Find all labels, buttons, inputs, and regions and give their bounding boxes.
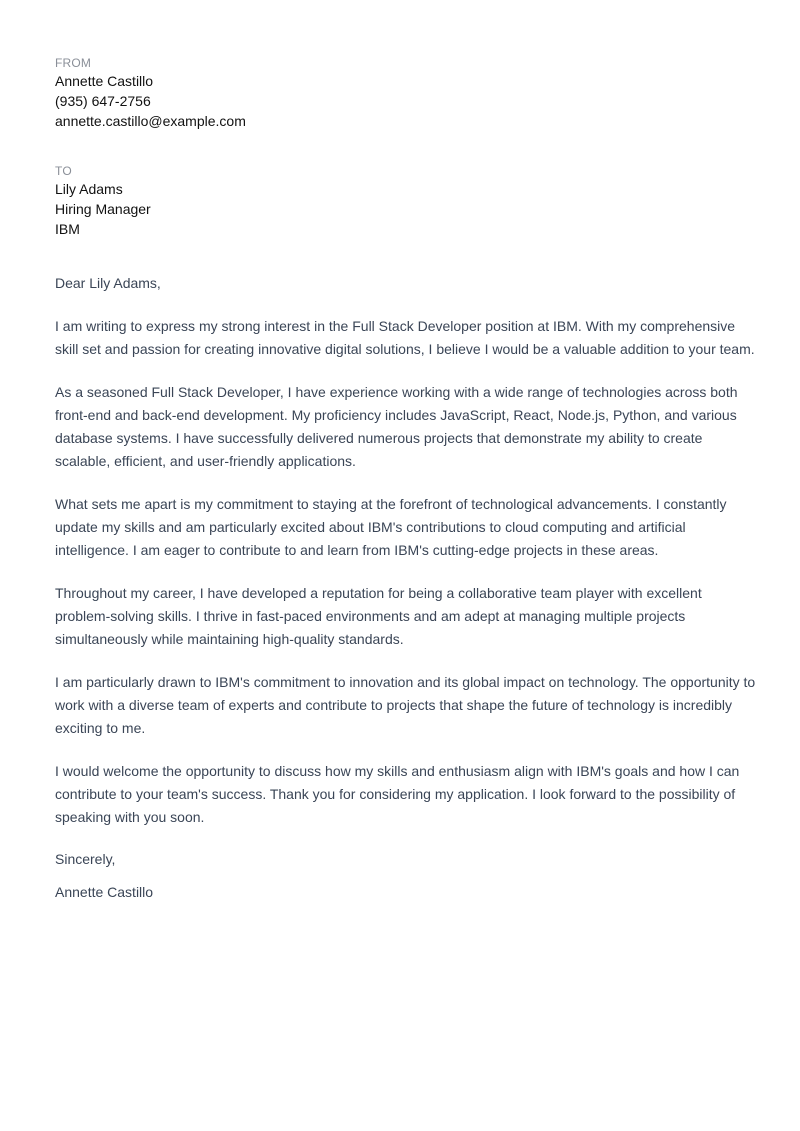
sender-name: Annette Castillo [55, 73, 154, 89]
body-paragraph-6: I would welcome the opportunity to discuss how my skills and enthusiasm align with IBM's goals and how I can contribute to your team's success. Thank you for considering my application. I look forward to the possibility of speaking with you soon. [55, 763, 740, 825]
sender-email: annette.castillo@example.com [55, 113, 246, 129]
body-paragraph-5: I am particularly drawn to IBM's commitment to innovation and its global impact on technology. The opportunity to work with a diverse team of experts and contribute to projects that shape the future of technology is incredibly exciting to me. [55, 674, 756, 736]
recipient-title: Hiring Manager [55, 201, 151, 217]
to-label: TO [55, 164, 72, 178]
recipient-company: IBM [55, 221, 80, 237]
body-paragraph-1: I am writing to express my strong interest in the Full Stack Developer position at IBM. With my comprehensive skill set and passion for creating innovative digital solutions, I believe I would be a valuable addition to your team. [55, 318, 755, 357]
body-paragraph-4: Throughout my career, I have developed a reputation for being a collaborative team player with excellent problem-solving skills. I thrive in fast-paced environments and am adept at managing multiple projects simultaneously while maintaining high-quality standards. [55, 585, 702, 647]
sender-phone: (935) 647-2756 [55, 93, 151, 109]
recipient-name: Lily Adams [55, 181, 123, 197]
sender-block [55, 55, 760, 131]
body-paragraph-2: As a seasoned Full Stack Developer, I have experience working with a wide range of technologies across both front-end and back-end development. My proficiency includes JavaScript, React, Node.js, Python, and various database systems. I have successfully delivered numerous projects that demonstrate my ability to create scalable, efficient, and user-friendly applications. [55, 384, 738, 469]
signature: Annette Castillo [55, 884, 154, 900]
body-paragraph-3: What sets me apart is my commitment to staying at the forefront of technological advancements. I constantly update my skills and am particularly excited about IBM's contributions to cloud computing and artificial intelligence. I am eager to contribute to and learn from IBM's cutting-edge projects in these areas. [55, 496, 727, 558]
recipient-block [55, 163, 760, 239]
closing: Sincerely, [55, 851, 116, 867]
letter-body [55, 315, 760, 902]
salutation: Dear Lily Adams, [55, 275, 161, 291]
from-label: FROM [55, 56, 92, 70]
